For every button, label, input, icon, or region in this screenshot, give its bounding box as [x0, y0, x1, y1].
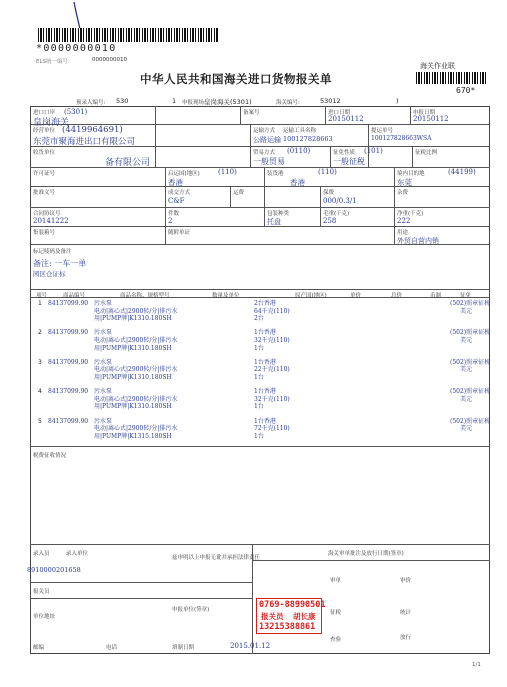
goods-header-levy: 征免 [460, 293, 472, 299]
levy-value: 一般征税 [333, 157, 365, 166]
vehicle-label: 运输工具名称 [283, 128, 317, 134]
mid-value: 1 [172, 97, 177, 105]
transport-value: 公路运输 [253, 136, 281, 144]
trade-mode-code: (0110) [287, 147, 311, 155]
pre-entry-value: 530 [116, 97, 129, 105]
pieces-value: 2 [168, 217, 173, 225]
goods-currency: 美元 [460, 307, 473, 315]
goods-qty2: 72千克(110) [254, 425, 290, 433]
declarant-stamp [256, 598, 326, 634]
net-label: 净重(千克) [397, 211, 424, 217]
goods-header-no: 项号 [36, 293, 48, 299]
goods-qty1: 1台香港 [254, 329, 276, 337]
goods-no: 1 [38, 300, 42, 307]
origin-country-code: (110) [218, 168, 237, 176]
goods-header-code: 商品编号 [63, 293, 86, 299]
goods-currency: 美元 [460, 425, 473, 433]
consignee-label: 经营单位 [33, 128, 56, 134]
goods-qty2: 22千克(110) [254, 366, 290, 374]
contract-value: 20141222 [33, 217, 69, 225]
declare-unit-label: 申报单位(签章) [172, 607, 210, 613]
insurance-value: 000/0.3/1 [323, 197, 357, 205]
goods-no: 3 [38, 358, 42, 366]
right-barcode [416, 72, 488, 84]
import-date-label: 进口日期 [328, 110, 351, 116]
goods-qty3: 1台 [254, 373, 264, 381]
customs-no-label: 海关编号: [276, 100, 300, 106]
net-value: 222 [397, 217, 411, 225]
page-number: 1/1 [472, 662, 481, 668]
import-port-label: 进口口岸 [33, 110, 56, 116]
page-title: 中华人民共和国海关进口货物报关单 [140, 72, 332, 86]
goods-qty2: 64千克(110) [254, 307, 290, 315]
consignee-code: (4419964691) [62, 125, 123, 135]
gross-value: 258 [323, 217, 337, 225]
consignee-name: 东莞市聚海进出口有限公司 [33, 137, 136, 147]
declare-date-label: 申报日期 [413, 110, 436, 116]
declarant-label: 报关员 [33, 589, 50, 595]
goods-name1: 污水泵 [94, 417, 113, 425]
entry-clerk-label: 录入员 [33, 551, 50, 557]
vehicle-value: 100127828663 [283, 135, 333, 143]
import-port-code: (5301) [64, 108, 88, 116]
goods-name1: 污水泵 [94, 358, 113, 366]
receiver-label: 收货单位 [33, 150, 56, 156]
postcode-label: 邮编 [33, 645, 45, 651]
port-value: 皇岗海关(5301) [204, 98, 252, 106]
closing-paren: ) [396, 97, 399, 105]
goods-levy: (502)照章征税 [450, 329, 491, 337]
top-barcode [38, 28, 218, 42]
declaration-statement: 兹申明以上申报无讹并承担法律责任 [172, 555, 261, 561]
usage-label: 用途 [397, 230, 409, 236]
remark-line-2: 园区仓证标 [33, 270, 66, 278]
goods-name2: 电动|离心式|2900转/分|排污水 [94, 307, 178, 315]
pieces-label: 件数 [168, 211, 180, 217]
table-row [35, 359, 490, 389]
insurance-label: 保费 [323, 190, 335, 196]
tax-label: 税费征收情况 [33, 453, 67, 459]
unit-address-label: 单位地址 [33, 614, 56, 620]
price-review-label: 审价 [400, 578, 412, 584]
els-label: ELS统一编号: [36, 59, 70, 65]
goods-name3: 用|PUMP牌|K1315.180SH [94, 432, 172, 440]
import-port-value: 皇岗海关 [33, 118, 70, 128]
table-row [35, 418, 490, 448]
trade-mode-label: 贸易方式 [253, 150, 276, 156]
deal-mode-value: C&F [168, 197, 185, 205]
origin-country-label: 启运国(地区) [168, 171, 200, 177]
goods-name2: 电动|离心式|2900转/分|排污水 [94, 395, 178, 403]
goods-code: 84137099.90 [48, 358, 89, 366]
dest-value: 东莞 [397, 178, 412, 187]
goods-code: 84137099.90 [48, 388, 89, 396]
levy-label: 征免性质 [333, 150, 356, 156]
license-label: 许可证号 [33, 171, 56, 177]
goods-code: 84137099.90 [48, 300, 89, 307]
goods-currency: 美元 [460, 336, 473, 344]
goods-no: 5 [38, 417, 42, 425]
goods-header-price: 单价 [350, 293, 362, 299]
marks-label: 标记唛码及备注 [33, 249, 72, 255]
import-date-value: 20150112 [328, 115, 364, 123]
goods-name2: 电动|离心式|2900转/分|排污水 [94, 366, 178, 374]
levy-ratio-label: 征税比例 [415, 150, 438, 156]
goods-header-currency: 币制 [430, 293, 442, 299]
fill-date-label: 填制日期 [172, 645, 195, 651]
loading-port-label: 装货港 [267, 171, 284, 177]
table-row [35, 329, 490, 359]
port-label: 申报现场: [182, 100, 206, 106]
docs-label: 随附单证 [168, 230, 191, 236]
goods-qty2: 32千克(110) [254, 395, 290, 403]
goods-code: 84137099.90 [48, 417, 89, 425]
approval-label: 批准文号 [33, 190, 56, 196]
goods-levy: (502)照章征税 [450, 388, 491, 396]
goods-header-origin: 原产国(地区) [295, 293, 327, 299]
goods-qty3: 1台 [254, 432, 264, 440]
deal-mode-label: 成交方式 [168, 190, 191, 196]
goods-qty3: 1台 [254, 344, 264, 352]
approval-title: 海关审单批注及放行日期(签章) [328, 551, 404, 557]
goods-header-qty: 数量及单位 [212, 293, 240, 299]
goods-no: 2 [38, 329, 42, 337]
goods-name2: 电动|离心式|2900转/分|排污水 [94, 336, 178, 344]
goods-levy: (502)照章征税 [450, 300, 491, 307]
freight-label: 运费 [233, 190, 245, 196]
right-code: 670* [456, 86, 476, 95]
barcode-number: *0000000010 [36, 43, 117, 54]
goods-currency: 美元 [460, 366, 473, 374]
goods-levy: (502)照章征税 [450, 358, 491, 366]
goods-name2: 电动|离心式|2900转/分|排污水 [94, 425, 178, 433]
transport-label: 运输方式 [253, 128, 276, 134]
goods-no: 4 [38, 388, 42, 396]
phone-label: 电话 [106, 645, 118, 651]
office-copy-label: 海关作业联 [420, 62, 455, 70]
levy-code: (101) [364, 147, 383, 155]
goods-qty3: 2台 [254, 315, 264, 323]
pre-entry-label: 预录入编号: [76, 100, 106, 106]
misc-label: 杂费 [397, 190, 409, 196]
goods-name1: 污水泵 [94, 329, 113, 337]
customs-no-value: 53012 [320, 97, 341, 105]
goods-name3: 用|PUMP牌|K1310.180SH [94, 315, 172, 323]
goods-code: 84137099.90 [48, 329, 89, 337]
goods-name1: 污水泵 [94, 388, 113, 396]
entry-unit-label: 录入单位 [66, 551, 89, 557]
goods-qty1: 2台香港 [254, 300, 276, 307]
origin-country-value: 香港 [168, 178, 183, 187]
declare-date-value: 20150112 [413, 115, 449, 123]
goods-qty1: 1台香港 [254, 358, 276, 366]
goods-qty1: 1台香港 [254, 388, 276, 396]
goods-levy: (502)照章征税 [450, 417, 491, 425]
loading-port-value: 香港 [290, 178, 305, 187]
loading-port-code: (110) [318, 168, 337, 176]
stamp-declarant-label: 报关员 [261, 612, 284, 621]
goods-header-name: 商品名称、规格型号 [120, 293, 170, 299]
fill-date-value: 2015.01.12 [230, 642, 271, 650]
pack-label: 包装种类 [267, 211, 290, 217]
goods-currency: 美元 [460, 395, 473, 403]
contract-label: 合同协议号 [33, 211, 61, 217]
record-no-label: 备案号 [243, 110, 260, 116]
stamp-phone: 0769-88990501 [259, 600, 326, 610]
goods-name1: 污水泵 [94, 300, 113, 307]
goods-qty1: 1台香港 [254, 417, 276, 425]
dest-label: 境内目的地 [397, 171, 425, 177]
goods-name3: 用|PUMP牌|K1310.180SH [94, 373, 172, 381]
goods-qty3: 1台 [254, 403, 264, 411]
check-label: 查验 [330, 637, 342, 643]
bl-value: 100127828663WSA [371, 135, 432, 142]
receiver-value: 备有限公司 [105, 158, 151, 168]
entry-unit-value: 8910000201658 [27, 566, 81, 574]
audit-label: 审单 [330, 578, 342, 584]
stamp-name: 胡长康 [293, 612, 316, 621]
els-value: 0000000010 [92, 57, 127, 63]
stamp-mobile: 13215388861 [259, 622, 316, 632]
goods-name3: 用|PUMP牌|K1310.180SH [94, 403, 172, 411]
goods-name3: 用|PUMP牌|K1310.180SH [94, 344, 172, 352]
trade-mode-value: 一般贸易 [253, 157, 285, 166]
bl-label: 提运单号 [371, 128, 394, 134]
remark-line-1: 备注: 一车一单 [33, 259, 87, 268]
pack-value: 托盘 [267, 218, 281, 226]
tax-collect-label: 征税 [330, 610, 342, 616]
usage-value: 外贸自营内销 [397, 237, 439, 245]
table-row [35, 300, 490, 330]
gross-label: 毛重(千克) [323, 211, 350, 217]
stats-label: 统计 [400, 610, 412, 616]
goods-header-total: 总价 [391, 293, 403, 299]
table-row [35, 388, 490, 418]
goods-qty2: 32千克(110) [254, 336, 290, 344]
dest-code: (44199) [448, 168, 476, 176]
container-label: 集装箱号 [33, 230, 56, 236]
release-label: 放行 [400, 635, 412, 641]
